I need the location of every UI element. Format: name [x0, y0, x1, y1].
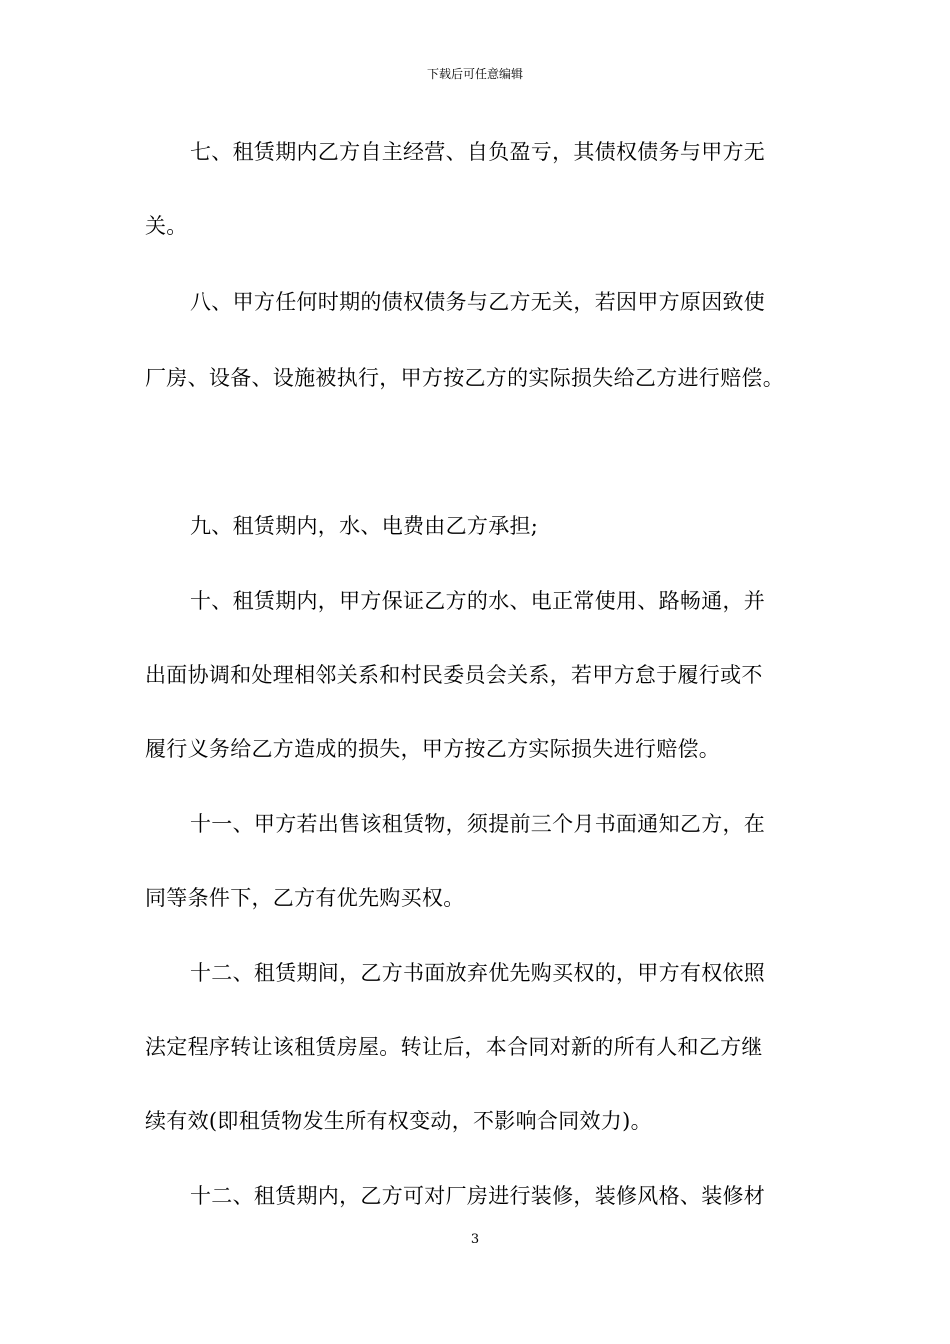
- clause-12-line-1: 十二、租赁期间，乙方书面放弃优先购买权的，甲方有权依照: [190, 961, 766, 985]
- clause-7-line-2: 关。: [145, 214, 188, 238]
- page-header: 下载后可任意编辑: [426, 67, 523, 81]
- clause-8-line-1: 八、甲方任何时期的债权债务与乙方无关，若因甲方原因致使: [190, 290, 766, 314]
- clause-11-line-2: 同等条件下，乙方有优先购买权。: [145, 886, 465, 910]
- clause-9-line-1: 九、租赁期内，水、电费由乙方承担;: [190, 514, 539, 538]
- clause-10-line-1: 十、租赁期内，甲方保证乙方的水、电正常使用、路畅通，并: [190, 589, 766, 613]
- page-number: 3: [470, 1232, 480, 1247]
- clause-12b-line-1: 十二、租赁期内，乙方可对厂房进行装修，装修风格、装修材: [190, 1184, 766, 1208]
- clause-10-line-2: 出面协调和处理相邻关系和村民委员会关系，若甲方怠于履行或不: [145, 663, 763, 687]
- clause-10-line-3: 履行义务给乙方造成的损失，甲方按乙方实际损失进行赔偿。: [145, 737, 721, 761]
- clause-8-line-2: 厂房、设备、设施被执行，甲方按乙方的实际损失给乙方进行赔偿。: [145, 366, 784, 390]
- clause-7-line-1: 七、租赁期内乙方自主经营、自负盈亏，其债权债务与甲方无: [190, 140, 766, 164]
- clause-12-line-3: 续有效(即租赁物发生所有权变动，不影响合同效力)。: [145, 1109, 652, 1133]
- clause-11-line-1: 十一、甲方若出售该租赁物，须提前三个月书面通知乙方，在: [190, 812, 766, 836]
- clause-12-line-2: 法定程序转让该租赁房屋。转让后，本合同对新的所有人和乙方继: [145, 1035, 763, 1059]
